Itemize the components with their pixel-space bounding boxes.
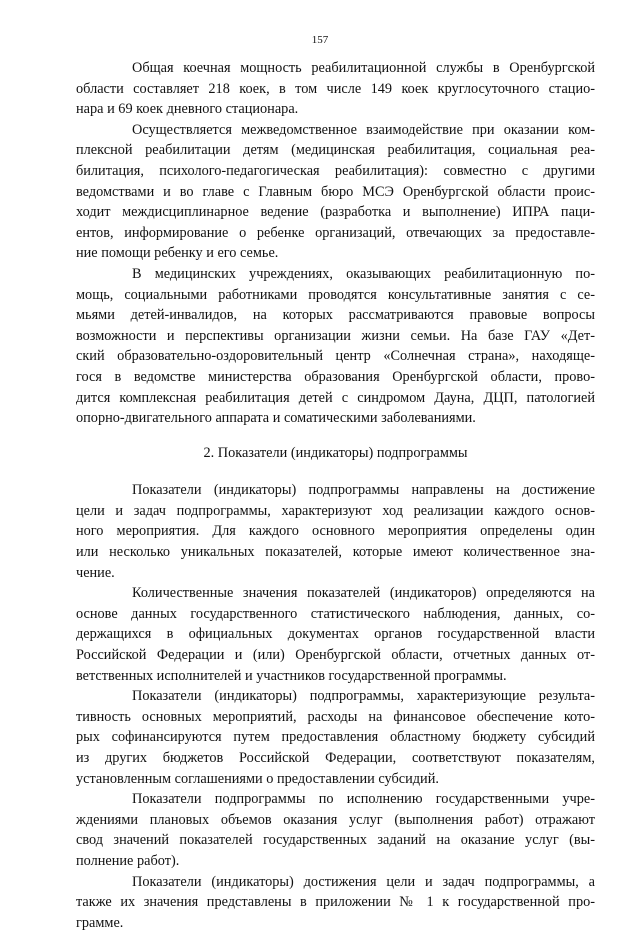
- text-line: ходит междисциплинарное ведение (разработка и выполнение) ИПРА паци-: [76, 204, 595, 221]
- paragraph: [76, 264, 595, 429]
- text-line: области составляет 218 коек, в том числе 149 коек круглосуточного стацио-: [76, 80, 595, 97]
- paragraph: [76, 58, 595, 120]
- text-line: свод значений показателей государственных заданий на оказание услуг (вы-: [76, 832, 595, 849]
- text-line: ский образовательно-оздоровительный центр «Солнечная страна», находяще-: [76, 348, 595, 365]
- text-line: дится комплексная реабилитация детей с синдромом Дауна, ДЦП, патологией: [76, 389, 595, 406]
- text-line: мощь, социальными работниками проводятся консультативные занятия с се-: [76, 286, 595, 303]
- text-line: Российской Федерации и (или) Оренбургской области, отчетных данных от-: [76, 647, 595, 664]
- page-number: 157: [311, 34, 329, 46]
- text-line: Показатели подпрограммы по исполнению государственными учре-: [132, 791, 595, 808]
- text-line: установленным соглашениями о предоставлении субсидий.: [76, 770, 439, 787]
- text-line: В медицинских учреждениях, оказывающих реабилитационную по-: [132, 265, 595, 282]
- text-line: Показатели (индикаторы) достижения цели и задач подпрограммы, а: [132, 873, 595, 890]
- text-line: полнение работ).: [76, 852, 180, 869]
- text-line: Количественные значения показателей (индикаторов) определяются на: [132, 585, 595, 602]
- text-line: ждениями плановых объемов оказания услуг (выполнения работ) отражают: [76, 811, 595, 828]
- paragraph: [76, 120, 595, 264]
- section-intro: [76, 58, 595, 429]
- paragraph: [76, 480, 595, 583]
- text-line: также их значения представлены в приложении № 1 к государственной про-: [76, 894, 595, 911]
- text-line: Общая коечная мощность реабилитационной службы в Оренбургской: [132, 60, 595, 76]
- text-line: ние помощи ребенку и его семье.: [76, 245, 279, 262]
- text-line: рых софинансируются путем предоставления областному бюджету субсидий: [76, 729, 595, 746]
- text-line: или несколько уникальных показателей, которые имеют количественное зна-: [76, 544, 595, 561]
- text-line: Показатели (индикаторы) подпрограммы направлены на достижение: [132, 482, 595, 499]
- text-line: плексной реабилитации детям (медицинская реабилитация, социальная реа-: [76, 142, 595, 159]
- paragraph: [76, 789, 595, 871]
- text-line: мьями детей-инвалидов, на которых рассматриваются правовые вопросы: [76, 307, 595, 324]
- section-indicators: [76, 480, 595, 933]
- document-body: [76, 58, 595, 933]
- section-heading: 2. Показатели (индикаторы) подпрограммы: [203, 444, 468, 461]
- text-line: ведомствами и во главе с Главным бюро МСЭ Оренбургской области проис-: [76, 183, 595, 200]
- text-line: ного мероприятия. Для каждого основного мероприятия определены один: [76, 523, 595, 540]
- paragraph: [76, 872, 595, 933]
- text-line: опорно-двигательного аппарата и соматическими заболеваниями.: [76, 410, 476, 427]
- text-line: Осуществляется межведомственное взаимодействие при оказании ком-: [132, 121, 595, 138]
- text-line: ентов, информирование о ребенке организаций, отвечающих за предоставле-: [76, 224, 595, 241]
- text-line: возможности и перспективы организации жизни семьи. На базе ГАУ «Дет-: [76, 327, 595, 344]
- paragraph: [76, 686, 595, 789]
- text-line: Показатели (индикаторы) подпрограммы, характеризующие результа-: [132, 688, 595, 705]
- text-line: билитация, психолого-педагогическая реабилитация): совместно с другими: [76, 162, 595, 179]
- text-line: цели и задач подпрограммы, характеризуют ход реализации каждого основ-: [76, 502, 595, 519]
- text-line: гося в ведомстве министерства образования Оренбургской области, прово-: [76, 368, 595, 385]
- text-line: тивность основных мероприятий, расходы на финансовое обеспечение кото-: [76, 708, 595, 725]
- text-line: грамме.: [76, 914, 124, 931]
- text-line: нара и 69 коек дневного стационара.: [76, 101, 299, 118]
- text-line: основе данных государственного статистического наблюдения, данных, со-: [76, 605, 595, 622]
- text-line: держащихся в официальных документах органов государственной власти: [76, 626, 595, 643]
- text-line: чение.: [76, 564, 115, 581]
- text-line: из других бюджетов Российской Федерации, соответствуют показателям,: [76, 750, 595, 766]
- text-line: ветственных исполнителей и участников государственной программы.: [76, 667, 507, 684]
- paragraph: [76, 583, 595, 686]
